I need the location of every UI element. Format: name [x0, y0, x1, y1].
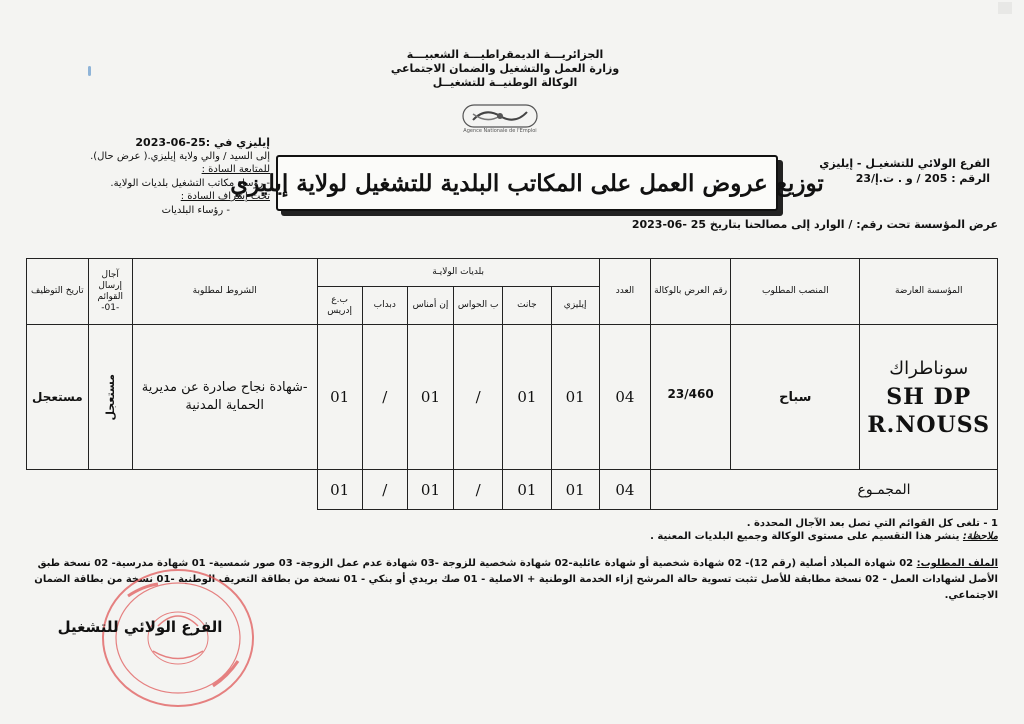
col-hire-date: تاريخ التوظيف — [27, 259, 89, 325]
ink-speck — [88, 66, 91, 76]
muni-debdeb: دبداب — [362, 287, 407, 325]
col-deadline: آجال إرسال القوائم -01- — [88, 259, 132, 325]
reference-number: الرقم : 205 / و . ت.إ/23 — [855, 172, 990, 185]
muni-in-amenas: إن أمناس — [407, 287, 453, 325]
value-in-amenas: 01 — [407, 325, 453, 470]
total-count: 04 — [599, 470, 650, 510]
position-cell: سباح — [731, 325, 860, 470]
header-agency: الوكالة الوطنيــة للتشغيــل — [432, 76, 578, 89]
document-header — [380, 48, 630, 90]
recipient-offices: - رؤساء مكاتب التشغيل بلديات الولاية. — [110, 177, 270, 189]
total-row — [27, 470, 998, 510]
total-illizi: 01 — [551, 470, 599, 510]
hire-date-cell: مستعجل — [27, 325, 89, 470]
logo-caption: Agence Nationale de l'Emploi — [463, 128, 537, 134]
value-bordj-el-haouas: / — [454, 325, 503, 470]
col-position: المنصب المطلوب — [731, 259, 860, 325]
note-2-text: ينشر هذا التقسيم على مستوى الوكالة وجميع البلديات المعنية . — [650, 531, 960, 542]
col-conditions: الشروط لمطلوبة — [132, 259, 317, 325]
files-line-3: الاجتماعي. — [944, 590, 998, 601]
total-bordj-omar-driss: 01 — [317, 470, 362, 510]
corner-mark — [998, 2, 1012, 14]
total-bordj-el-haouas: / — [454, 470, 503, 510]
total-empty — [27, 470, 318, 510]
letter-date: إيليزي في :25-06-2023 — [135, 136, 270, 149]
supervision-label: تحت إشراف السادة : — [180, 191, 270, 202]
value-debdeb: / — [362, 325, 407, 470]
agency-logo-icon — [455, 104, 545, 130]
total-in-amenas: 01 — [407, 470, 453, 510]
company-name-line2: R.NOUSS — [867, 412, 991, 438]
note-label: ملاحظة: — [962, 531, 998, 542]
total-label: المجمـوع — [651, 470, 998, 510]
files-line-1-text: 02 شهادة الميلاد أصلية (رقم 12)- 02 شهادة شخصية أو شهادة عائلية-02 شهادة شخصية للزوجة -03 شهادة عدم عمل الزوجة- 03 صور شمسية- 01 شهادة مدرسية- 02 نسخة طبق — [37, 558, 914, 569]
signature-block: الفرع الولائي للتشغيل — [57, 618, 223, 636]
branch-block — [790, 156, 990, 186]
muni-bordj-omar-driss: ب.ع إدريس — [317, 287, 362, 325]
official-stamp-icon — [98, 566, 258, 711]
files-label: الملف المطلوب: — [916, 558, 998, 569]
header-ministry: وزارة العمل والتشغيل والضمان الاجتماعي — [390, 62, 620, 75]
conditions-cell: -شهادة نجاح صادرة عن مديرية الحماية المدنية — [132, 325, 317, 470]
muni-illizi: إيليزي — [551, 287, 599, 325]
company-cell — [860, 325, 998, 470]
table-row — [27, 325, 998, 470]
muni-bordj-el-haouas: ب الحواس — [454, 287, 503, 325]
follow-up-label: للمتابعة السادة : — [201, 164, 270, 175]
deadline-value: مستعجل — [103, 373, 117, 421]
recipient-mayors: - رؤساء البلديات — [161, 204, 230, 216]
note-2 — [90, 530, 998, 543]
count-cell: 04 — [599, 325, 650, 470]
note-1: 1 - تلغى كل القوائم التي تصل بعد الآجال المحددة . — [746, 518, 998, 529]
recipient-wali: إلى السيد / والي ولاية إيليزي.( عرض حال). — [90, 150, 270, 162]
offer-reference-line: عرض المؤسسة تحت رقم: / الوارد إلى مصالحنا بتاريخ 25 -06-2023 — [631, 218, 998, 231]
company-name-line1: SH DP — [886, 384, 972, 410]
value-bordj-omar-driss: 01 — [317, 325, 362, 470]
total-djanet: 01 — [503, 470, 551, 510]
col-count: العدد — [599, 259, 650, 325]
offer-number-cell: 23/460 — [651, 325, 731, 470]
header-republic: الجزائريـــة الديمقراطيـــة الشعبيـــة — [406, 48, 604, 61]
job-offers-table — [26, 258, 998, 510]
company-name-arabic: سوناطراك — [889, 358, 969, 379]
document-title: توزيع عروض العمل على المكاتب البلدية للتشغيل لولاية إيليزي — [230, 169, 824, 197]
col-municipalities: بلديات الولايـة — [317, 259, 599, 287]
col-offer-number: رقم العرض بالوكالة — [651, 259, 731, 325]
deadline-cell — [88, 325, 132, 470]
files-line-2: الأصل لشهادات العمل - 02 نسخة مطابقة للأصل تثبت تسوية حالة المرشح إزاء الخدمة الوطنية + الاصلية - 01 صك بريدي أو بنكي - 01 نسخة من بطاقة التعريف الوطنية -01 نسخة من بطاقة الضمان — [34, 574, 998, 585]
branch-name: الفرع الولائي للتشغيـل - إيليزي — [819, 157, 990, 170]
notes-block — [90, 517, 998, 543]
value-djanet: 01 — [503, 325, 551, 470]
value-illizi: 01 — [551, 325, 599, 470]
total-debdeb: / — [362, 470, 407, 510]
muni-djanet: جانت — [503, 287, 551, 325]
col-company: المؤسسة العارضة — [860, 259, 998, 325]
